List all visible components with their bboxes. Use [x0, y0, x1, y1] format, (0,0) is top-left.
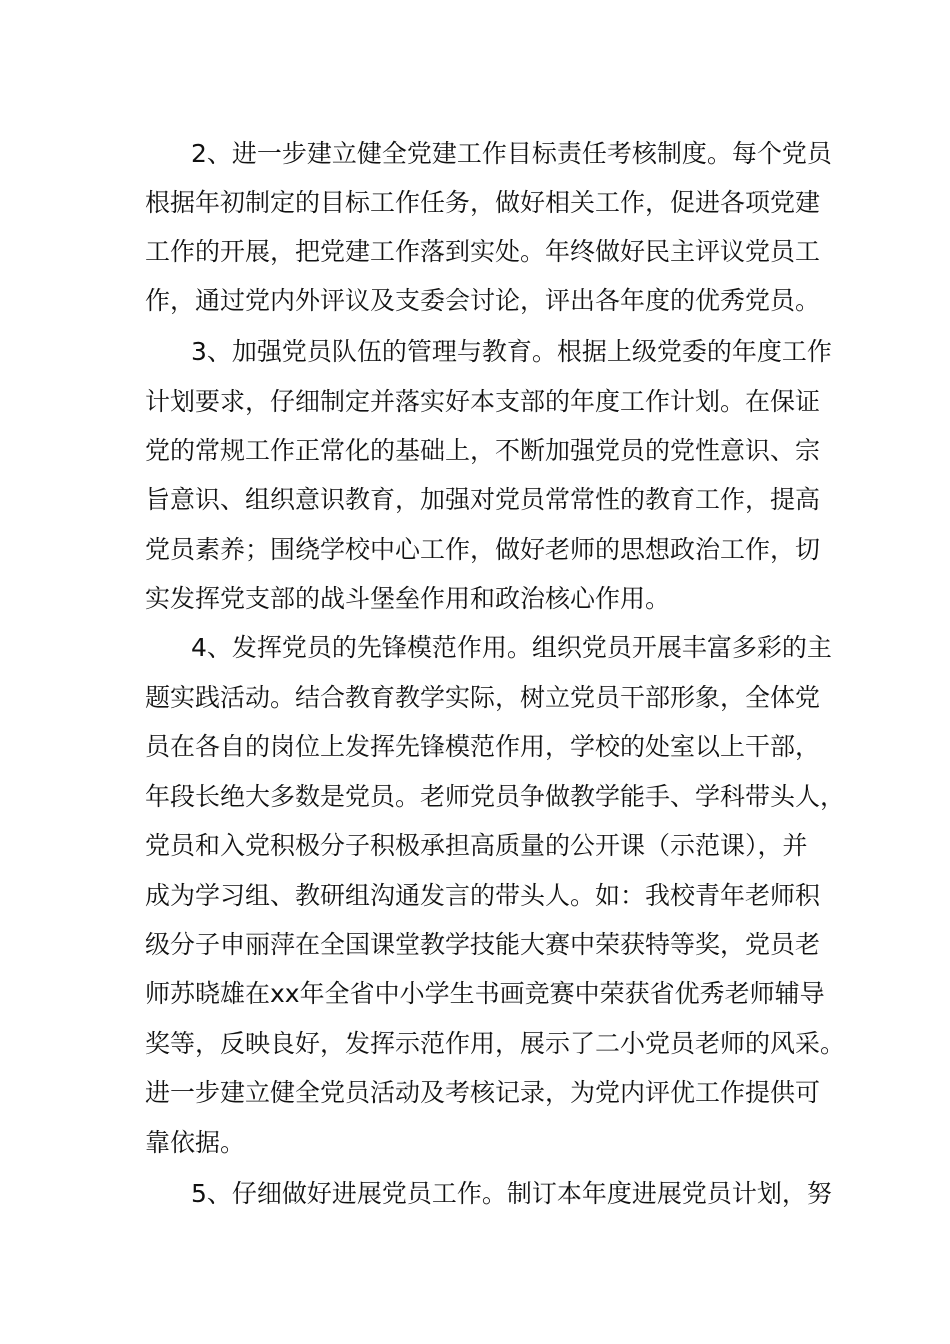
paragraph-3-line-7: 级分子申丽萍在全国课堂教学技能大赛中荣获特等奖，党员老 [145, 930, 821, 959]
paragraph-3-line-3: 员在各自的岗位上发挥先锋模范作用，学校的处室以上干部， [145, 732, 821, 761]
paragraph-3-line-9: 奖等，反映良好，发挥示范作用，展示了二小党员老师的风采。 [145, 1029, 846, 1058]
paragraph-1-line-2: 根据年初制定的目标工作任务，做好相关工作，促进各项党建 [145, 188, 821, 217]
paragraph-3-line-6: 成为学习组、教研组沟通发言的带头人。如：我校青年老师积 [145, 881, 821, 910]
paragraph-1-line-1: 2、进一步建立健全党建工作目标责任考核制度。每个党员 [191, 139, 832, 168]
paragraph-4-line-1: 5、仔细做好进展党员工作。制订本年度进展党员计划，努 [191, 1179, 832, 1208]
paragraph-3-line-10: 进一步建立健全党员活动及考核记录，为党内评优工作提供可 [145, 1078, 821, 1107]
paragraph-1-line-4: 作，通过党内外评议及支委会讨论，评出各年度的优秀党员。 [145, 286, 821, 315]
paragraph-3-line-11: 靠依据。 [145, 1128, 246, 1157]
paragraph-3-line-4: 年段长绝大多数是党员。老师党员争做教学能手、学科带头人， [145, 782, 846, 811]
paragraph-2-line-5: 党员素养；围绕学校中心工作，做好老师的思想政治工作，切 [145, 535, 821, 564]
paragraph-3-line-8: 师苏晓雄在xx年全省中小学生书画竞赛中荣获省优秀老师辅导 [145, 979, 825, 1008]
paragraph-2-line-2: 计划要求，仔细制定并落实好本支部的年度工作计划。在保证 [145, 387, 821, 416]
paragraph-2-line-1: 3、加强党员队伍的管理与教育。根据上级党委的年度工作 [191, 337, 832, 366]
paragraph-3-line-2: 题实践活动。结合教育教学实际，树立党员干部形象，全体党 [145, 683, 821, 712]
paragraph-2-line-4: 旨意识、组织意识教育，加强对党员常常性的教育工作，提高 [145, 485, 821, 514]
paragraph-1-line-3: 工作的开展，把党建工作落到实处。年终做好民主评议党员工 [145, 237, 821, 266]
paragraph-3-line-1: 4、发挥党员的先锋模范作用。组织党员开展丰富多彩的主 [191, 633, 832, 662]
paragraph-2-line-3: 党的常规工作正常化的基础上，不断加强党员的党性意识、宗 [145, 436, 821, 465]
paragraph-2-line-6: 实发挥党支部的战斗堡垒作用和政治核心作用。 [145, 584, 671, 613]
paragraph-3-line-5: 党员和入党积极分子积极承担高质量的公开课（示范课），并 [145, 831, 808, 860]
